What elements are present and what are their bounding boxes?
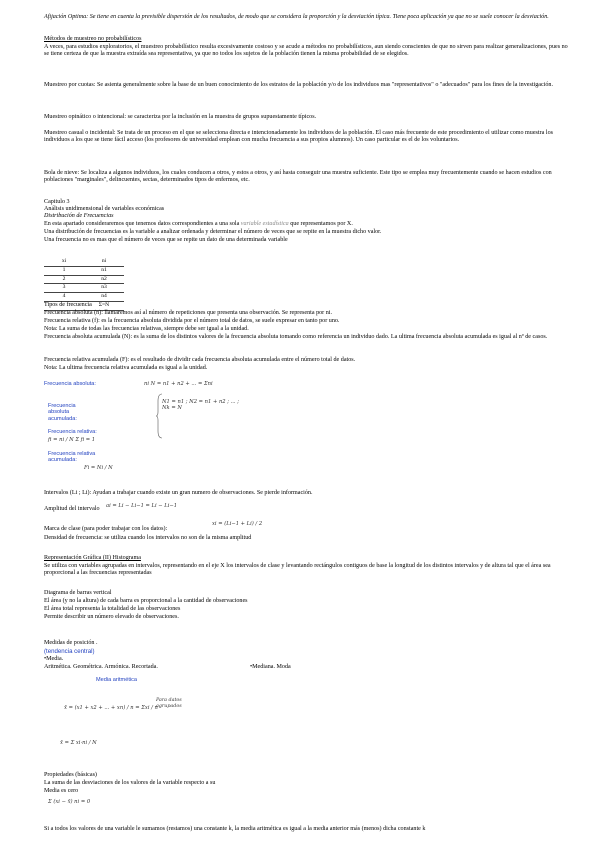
tipos-nota-1: Nota: La suma de todas las frecuencias relativas, siempre debe ser igual a la unidad. xyxy=(44,326,249,332)
cuotas-paragraph: Muestreo por cuotas: Se asienta generalmente sobre la base de un buen conocimiento de los estratos de la población y/o de los individuos mas "representativos" o "adecuados" para los fines de la investigación. xyxy=(44,82,553,88)
formula-label-relativa-acumulada: Frecuencia relativa acumulada: xyxy=(48,451,96,464)
table-header-row xyxy=(44,258,124,267)
media-aritmetica-label: Media aritmética xyxy=(96,677,138,683)
histograma-heading: Representación Gráfica (II) Histograma xyxy=(44,555,141,561)
distribucion-paragraph-1: En esta apartado consideraremos que tenemos datos correspondientes a una sola variable estadística que representamos por X. xyxy=(44,221,353,227)
table-row xyxy=(44,267,124,276)
chapter-title: Análisis unidimensional de variables económicas xyxy=(44,206,165,212)
table-cell: n4 xyxy=(101,293,107,300)
table-cell: 4 xyxy=(62,293,66,300)
table-row xyxy=(44,276,124,285)
barras-heading: Diagrama de barras vertical xyxy=(44,590,112,596)
barras-line-3: Permite describir un número elevado de observaciones. xyxy=(44,614,179,620)
casual-paragraph: Muestreo casual o incidental: Se trata de un proceso en el que se selecciona directa e intencionadamente los individuos de la población. El caso más frecuente de este procedimiento el utilizar como muestra los individuos a los que se tiene fácil acceso (los profesores de universidad emplean con mucha frecuencia a sus propios alumnos). Un caso particular es el de los voluntarios. xyxy=(44,130,553,144)
histograma-paragraph: Se utiliza con variables agrupadas en intervalos, representando en el eje X los intervalos de clase y levantando rectángulos contiguos de base la longitud de los distintos intervalos y de altura tal que el área sea proporcional a las frecuencias representadas xyxy=(44,563,551,577)
formula-absoluta: ni N = n1 + n2 + ... = Σni xyxy=(144,381,213,387)
distribucion-paragraph-3: Una frecuencia no es mas que el número de veces que se repite un dato de una determinada variable xyxy=(44,237,288,243)
media-types-list: Aritmética. Geométrica. Armónica. Recortada. xyxy=(44,664,158,670)
table-cell: 1 xyxy=(62,266,66,273)
opinatico-paragraph: Muestreo opinático o intencional: se caracteriza por la inclusión en la muestra de grupos supuestamente típicos. xyxy=(44,114,317,120)
formula-label-relativa: Frecuencia relativa: xyxy=(48,429,97,435)
media-formula-note: Para datos agrupados xyxy=(156,698,182,709)
table-row xyxy=(44,293,124,302)
propiedades-line-1: La suma de las desviaciones de los valores de la variable respecto a su xyxy=(44,780,216,786)
distribucion-heading: Distribución de Frecuencias xyxy=(44,213,114,219)
barras-line-2: El área total representa la totalidad de las observaciones xyxy=(44,606,181,612)
propiedades-formula: Σ (xi − x̄) ni = 0 xyxy=(48,799,91,805)
tipos-absoluta-acumulada: Frecuencia absoluta acumulada (N): es la suma de los distintos valores de la frecuencia absoluta tomando como referencia un individuo dado. La ultima frecuencia absoluta acumulada es igual al nº de casos. xyxy=(44,334,548,340)
table-cell: n3 xyxy=(101,284,107,291)
no-probabilistic-paragraph: A veces, para estudios exploratorios, el muestreo probabilístico resulta excesivamente costoso y se acude a métodos no probabilísticos, aun siendo conscientes de que no sirven para realizar generalizaciones, pues no se tiene certeza de que la muestra extraída sea representativa, ya que no todos los sujetos de la población tienen la misma probabilidad de se elegidos. xyxy=(44,44,568,58)
intervalos-paragraph: Intervalos (Li ; Li): Ayudan a trabajar cuando existe un gran numero de observaciones. Se pierde información. xyxy=(44,490,313,496)
tipos-relativa: Frecuencia relativa (f): es la frecuencia absoluta dividida por el número total de datos, se suele expresar en tanto por uno. xyxy=(44,318,340,324)
bola-nieve-paragraph: Bola de nieve: Se localiza a algunos individuos, los cuales conducen a otros, y estos a otros, y así hasta conseguir una muestra suficiente. Este tipo se emplea muy frecuentemente cuando se hacen estudios con poblaciones "marginales", delincuentes, sectas, determinados tipos de enfermos, etc. xyxy=(44,170,552,184)
formula-label-absoluta-acumulada: Frecuencia absoluta acumulada: xyxy=(48,403,77,422)
medidas-posicion-heading: Medidas de posición . xyxy=(44,640,98,646)
mediana-moda-label: •Mediana. Moda xyxy=(250,664,291,670)
formula-label-absoluta: Frecuencia absoluta: xyxy=(44,381,96,387)
formula-relativa: fi = ni / N Σ fi = 1 xyxy=(48,437,96,443)
amplitud-formula: ai = Li − Li−1 = Li − Li−1 xyxy=(106,503,178,509)
table-cell: n1 xyxy=(101,266,107,273)
table-cell: 3 xyxy=(62,284,66,291)
table-header-cell: xi xyxy=(61,258,67,264)
tipos-relativa-acumulada: Frecuencia relativa acumulada (F): es el resultado de dividir cada frecuencia absoluta acumulada entre el número total de datos. xyxy=(44,357,356,363)
media-label: •Media. xyxy=(44,656,64,662)
formula-relativa-acumulada: Fi = Ni / N xyxy=(84,465,113,471)
chapter-number: Capitulo 3 xyxy=(44,199,70,205)
brace-icon xyxy=(156,393,164,439)
media-formula-2: x̄ = Σ xi·ni / N xyxy=(60,740,97,746)
marca-clase-formula: xi = (Li−1 + Li) / 2 xyxy=(212,521,263,527)
marca-clase-label: Marca de clase (para poder trabajar con los datos): xyxy=(44,526,168,532)
table-cell: 2 xyxy=(62,275,66,282)
no-probabilistic-heading: Métodos de muestreo no probabilísticos xyxy=(44,36,142,42)
propiedades-heading: Propiedades (básicas) xyxy=(44,772,97,778)
afijacion-optima-paragraph: Afijación Optima: Se tiene en cuenta la previsible dispersión de los resultados, de modo que se considera la proporción y la desviación típica. Tiene poca aplicación ya que no se suele conocer la desviación. xyxy=(44,14,549,20)
table-row xyxy=(44,284,124,293)
propiedades-line-2: Media es cero xyxy=(44,788,79,794)
table-cell: Σ=N xyxy=(98,301,110,308)
formula-absoluta-acumulada: N1 = n1 ; N2 = n1 + n2 ; ... ; Nk = N xyxy=(162,399,239,411)
distribucion-paragraph-2: Una distribución de frecuencias es la variable a analizar ordenada y determinar el número de veces que se repite en la muestra dicho valor. xyxy=(44,229,382,235)
amplitud-label: Amplitud del intervalo xyxy=(44,506,100,512)
barras-line-1: El área (y no la altura) de cada barra es proporcional a la cantidad de observaciones xyxy=(44,598,248,604)
tipos-heading: Tipos de frecuencia xyxy=(44,302,92,308)
tipos-absoluta: Frecuencia absoluta (n): llamaremos así al número de repeticiones que presenta una observación. Se representa por ni. xyxy=(44,310,332,316)
table-cell: n2 xyxy=(101,275,107,282)
frequency-formulas xyxy=(44,379,244,479)
propiedades-line-3: Si a todos los valores de una variable le sumamos (restamos) una constante k, la media aritmética es igual a la media anterior más (menos) dicha constante k xyxy=(44,826,426,832)
tipos-nota-2: Nota: La ultima frecuencia relativa acumulada es igual a la unidad. xyxy=(44,365,208,371)
table-header-cell: ni xyxy=(101,258,107,264)
tendencia-central-label: (tendencia central) xyxy=(44,648,95,655)
densidad-paragraph: Densidad de frecuencia: se utiliza cuando los intervalos no son de la misma amplitud xyxy=(44,535,252,541)
media-formula-1: x̄ = (x1 + x2 + ... + xn) / n = Σxi / n xyxy=(64,705,158,711)
